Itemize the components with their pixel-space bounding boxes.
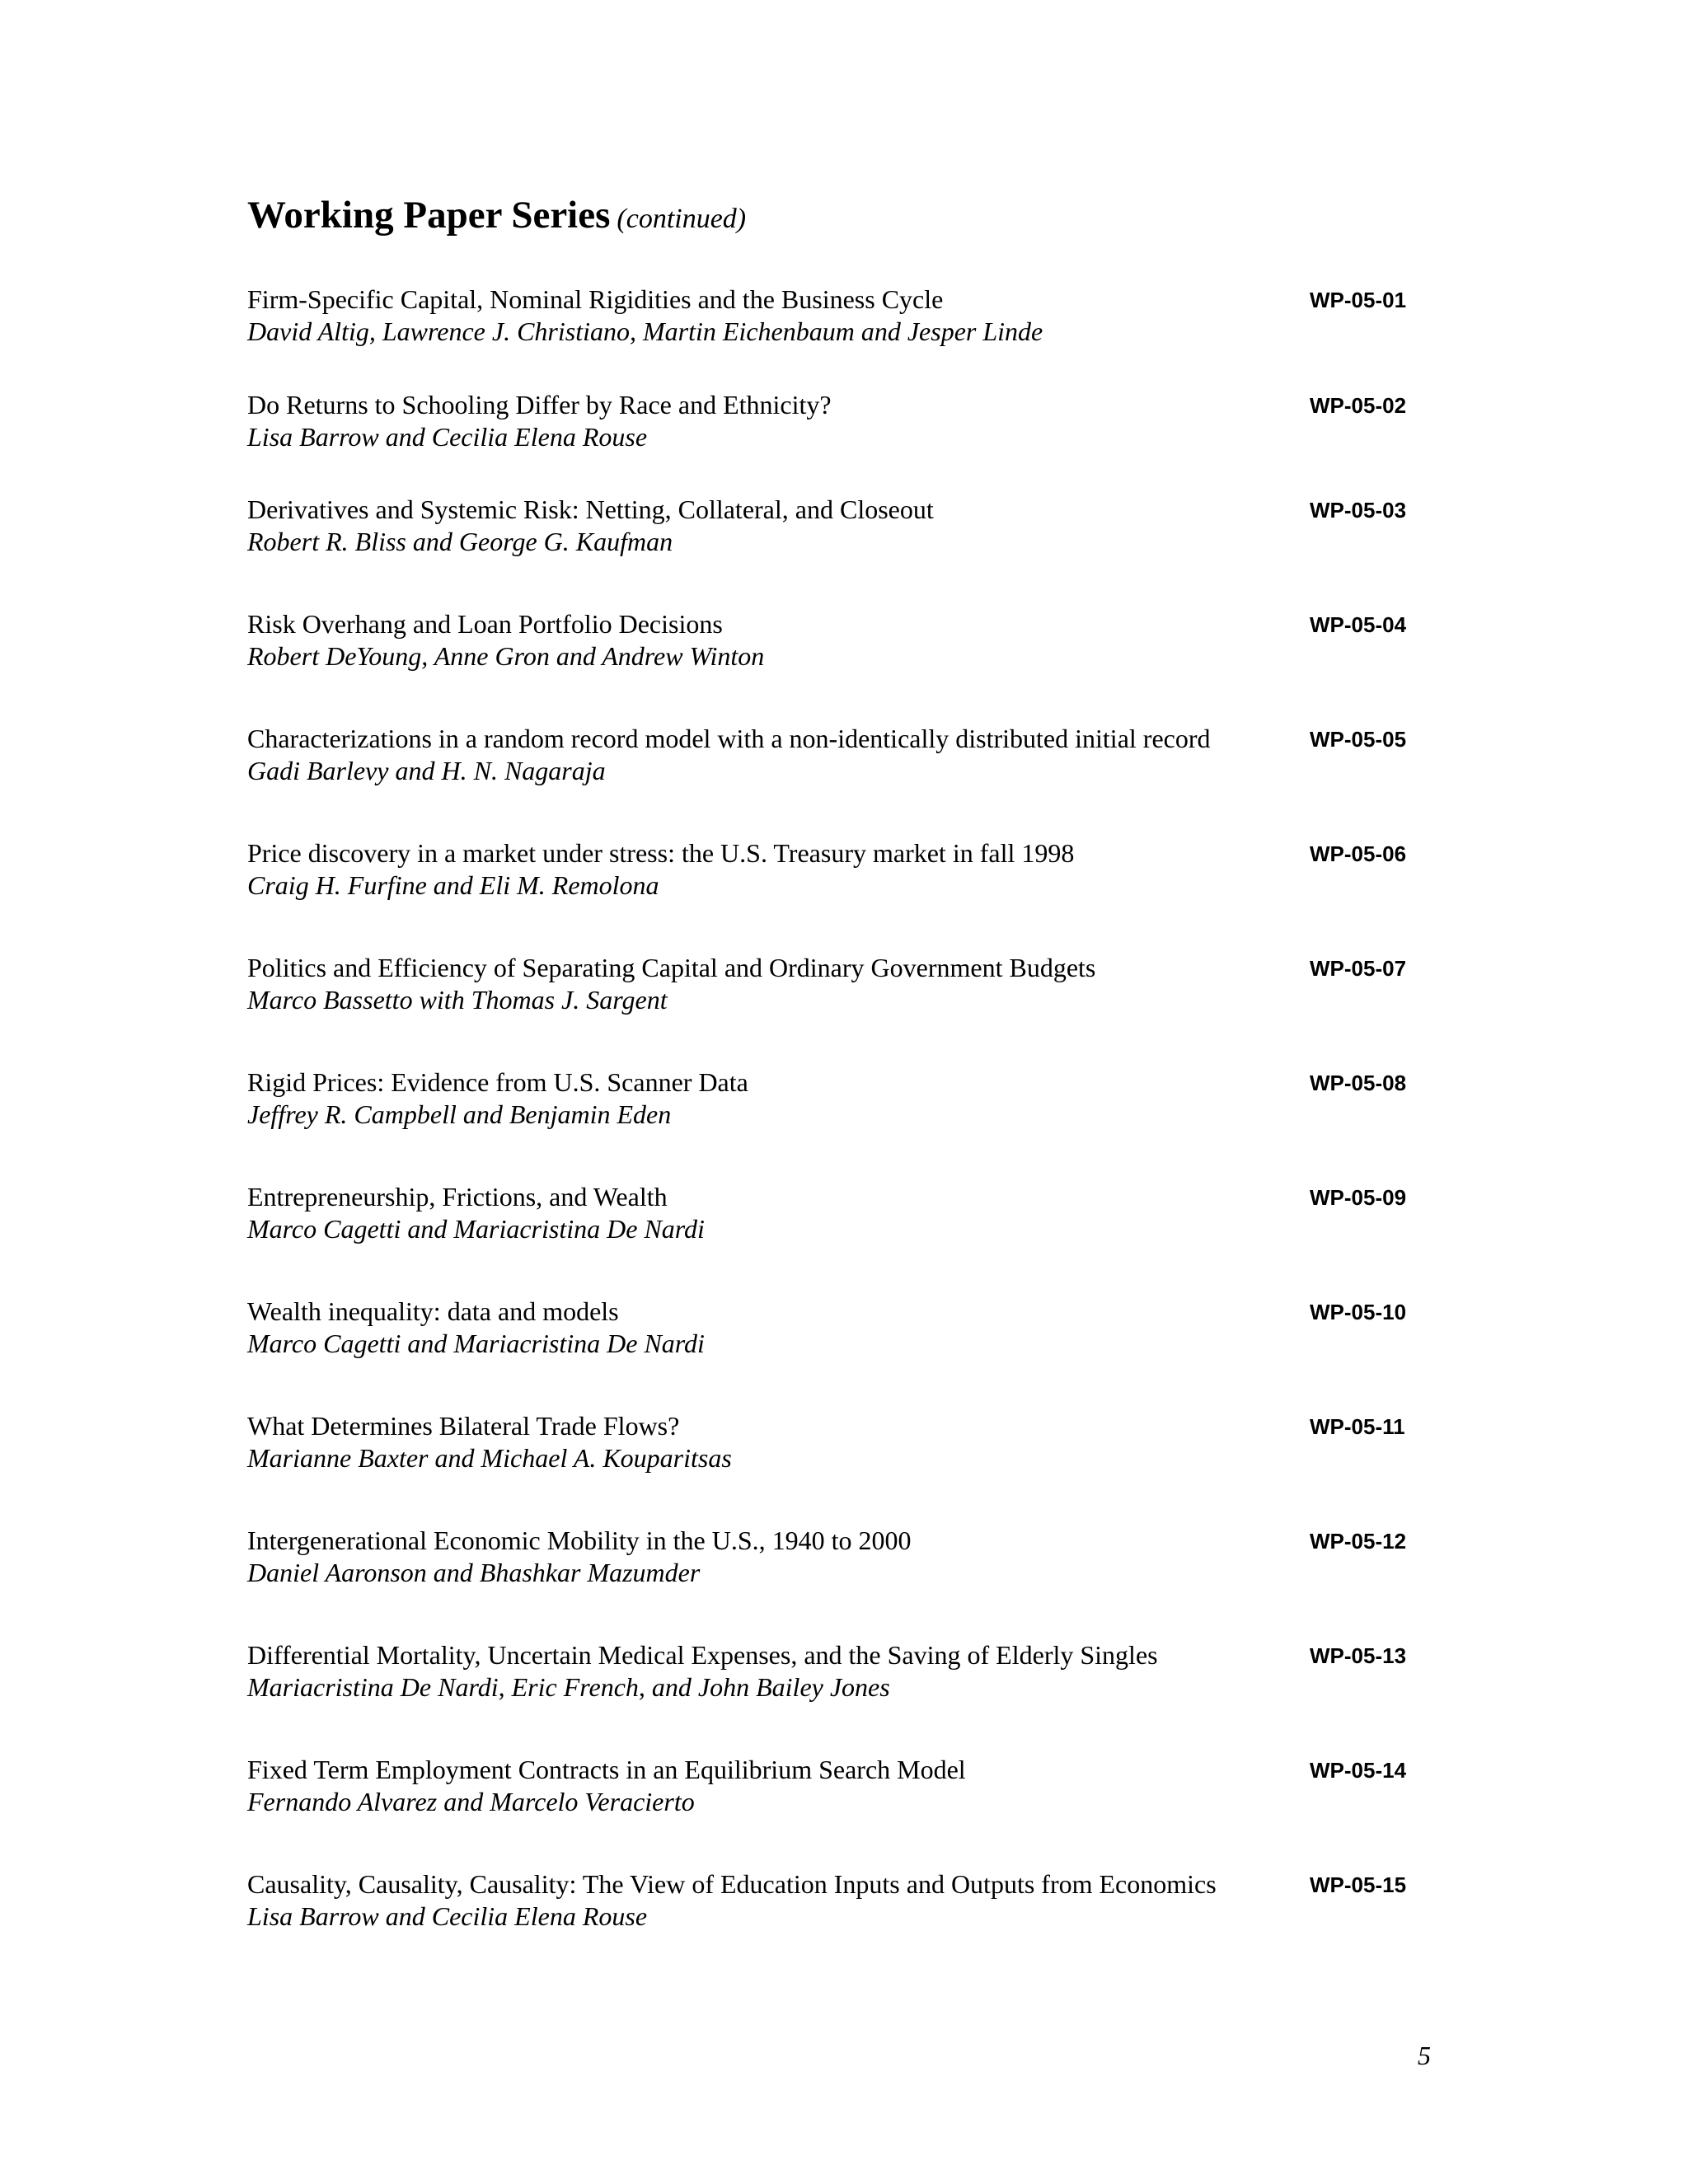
paper-authors: Robert R. Bliss and George G. Kaufman [247,527,673,556]
paper-code: WP-05-12 [1310,1529,1407,1554]
paper-code: WP-05-02 [1310,393,1407,418]
paper-entry [247,722,1418,788]
paper-title: Rigid Prices: Evidence from U.S. Scanner Data [247,1067,748,1097]
paper-entry [247,1295,1418,1361]
paper-code: WP-05-08 [1310,1071,1407,1095]
paper-title: Risk Overhang and Loan Portfolio Decisions [247,609,723,639]
paper-entry [247,1066,1418,1132]
page-title: Working Paper Series [247,194,611,237]
paper-code: WP-05-15 [1310,1872,1407,1897]
paper-title: Price discovery in a market under stress: the U.S. Treasury market in fall 1998 [247,838,1075,868]
paper-entry [247,493,1418,559]
paper-code: WP-05-11 [1310,1414,1405,1439]
paper-title: Intergenerational Economic Mobility in the U.S., 1940 to 2000 [247,1526,912,1555]
paper-authors: Marco Bassetto with Thomas J. Sargent [247,985,668,1015]
paper-entry [247,283,1418,349]
paper-code: WP-05-10 [1310,1300,1407,1324]
paper-code: WP-05-09 [1310,1185,1407,1210]
paper-entry [247,1753,1418,1819]
paper-title: Do Returns to Schooling Differ by Race and Ethnicity? [247,390,832,419]
paper-title: Derivatives and Systemic Risk: Netting, Collateral, and Closeout [247,494,934,524]
paper-authors: Craig H. Furfine and Eli M. Remolona [247,870,659,900]
paper-code: WP-05-03 [1310,498,1407,523]
paper-title: Differential Mortality, Uncertain Medical Expenses, and the Saving of Elderly Singles [247,1640,1158,1670]
paper-entry [247,951,1418,1017]
paper-authors: Fernando Alvarez and Marcelo Veracierto [247,1787,695,1816]
paper-entry [247,1180,1418,1246]
paper-authors: Daniel Aaronson and Bhashkar Mazumder [247,1558,701,1587]
paper-title: What Determines Bilateral Trade Flows? [247,1411,680,1441]
paper-entry [247,1638,1418,1704]
paper-authors: Gadi Barlevy and H. N. Nagaraja [247,756,606,785]
paper-entry [247,388,1418,454]
paper-authors: David Altig, Lawrence J. Christiano, Martin Eichenbaum and Jesper Linde [247,316,1043,346]
paper-title: Wealth inequality: data and models [247,1296,619,1326]
paper-code: WP-05-04 [1310,612,1407,637]
paper-authors: Robert DeYoung, Anne Gron and Andrew Winton [247,641,765,671]
paper-title: Firm-Specific Capital, Nominal Rigidities and the Business Cycle [247,284,944,314]
paper-entry [247,1868,1418,1933]
paper-title: Characterizations in a random record model with a non-identically distributed initial record [247,724,1211,753]
paper-authors: Marco Cagetti and Mariacristina De Nardi [247,1329,705,1358]
paper-entry [247,837,1418,902]
paper-entry [247,607,1418,673]
paper-code: WP-05-05 [1310,727,1407,752]
paper-code: WP-05-07 [1310,956,1407,981]
paper-entry [247,1524,1418,1590]
paper-code: WP-05-06 [1310,841,1407,866]
paper-title: Causality, Causality, Causality: The View of Education Inputs and Outputs from Economics [247,1869,1217,1899]
paper-code: WP-05-13 [1310,1643,1407,1668]
page-number: 5 [1418,2041,1431,2070]
paper-authors: Marianne Baxter and Michael A. Kouparitsas [247,1443,732,1473]
paper-title: Entrepreneurship, Frictions, and Wealth [247,1182,668,1212]
paper-authors: Lisa Barrow and Cecilia Elena Rouse [247,1901,648,1931]
paper-authors: Mariacristina De Nardi, Eric French, and John Bailey Jones [247,1672,890,1702]
paper-code: WP-05-01 [1310,288,1407,312]
paper-code: WP-05-14 [1310,1758,1407,1783]
paper-entry [247,1409,1418,1475]
paper-authors: Jeffrey R. Campbell and Benjamin Eden [247,1099,672,1129]
paper-title: Fixed Term Employment Contracts in an Equilibrium Search Model [247,1755,966,1784]
page-subtitle: (continued) [617,204,747,234]
paper-authors: Marco Cagetti and Mariacristina De Nardi [247,1214,705,1244]
paper-title: Politics and Efficiency of Separating Capital and Ordinary Government Budgets [247,953,1096,982]
paper-authors: Lisa Barrow and Cecilia Elena Rouse [247,422,648,452]
